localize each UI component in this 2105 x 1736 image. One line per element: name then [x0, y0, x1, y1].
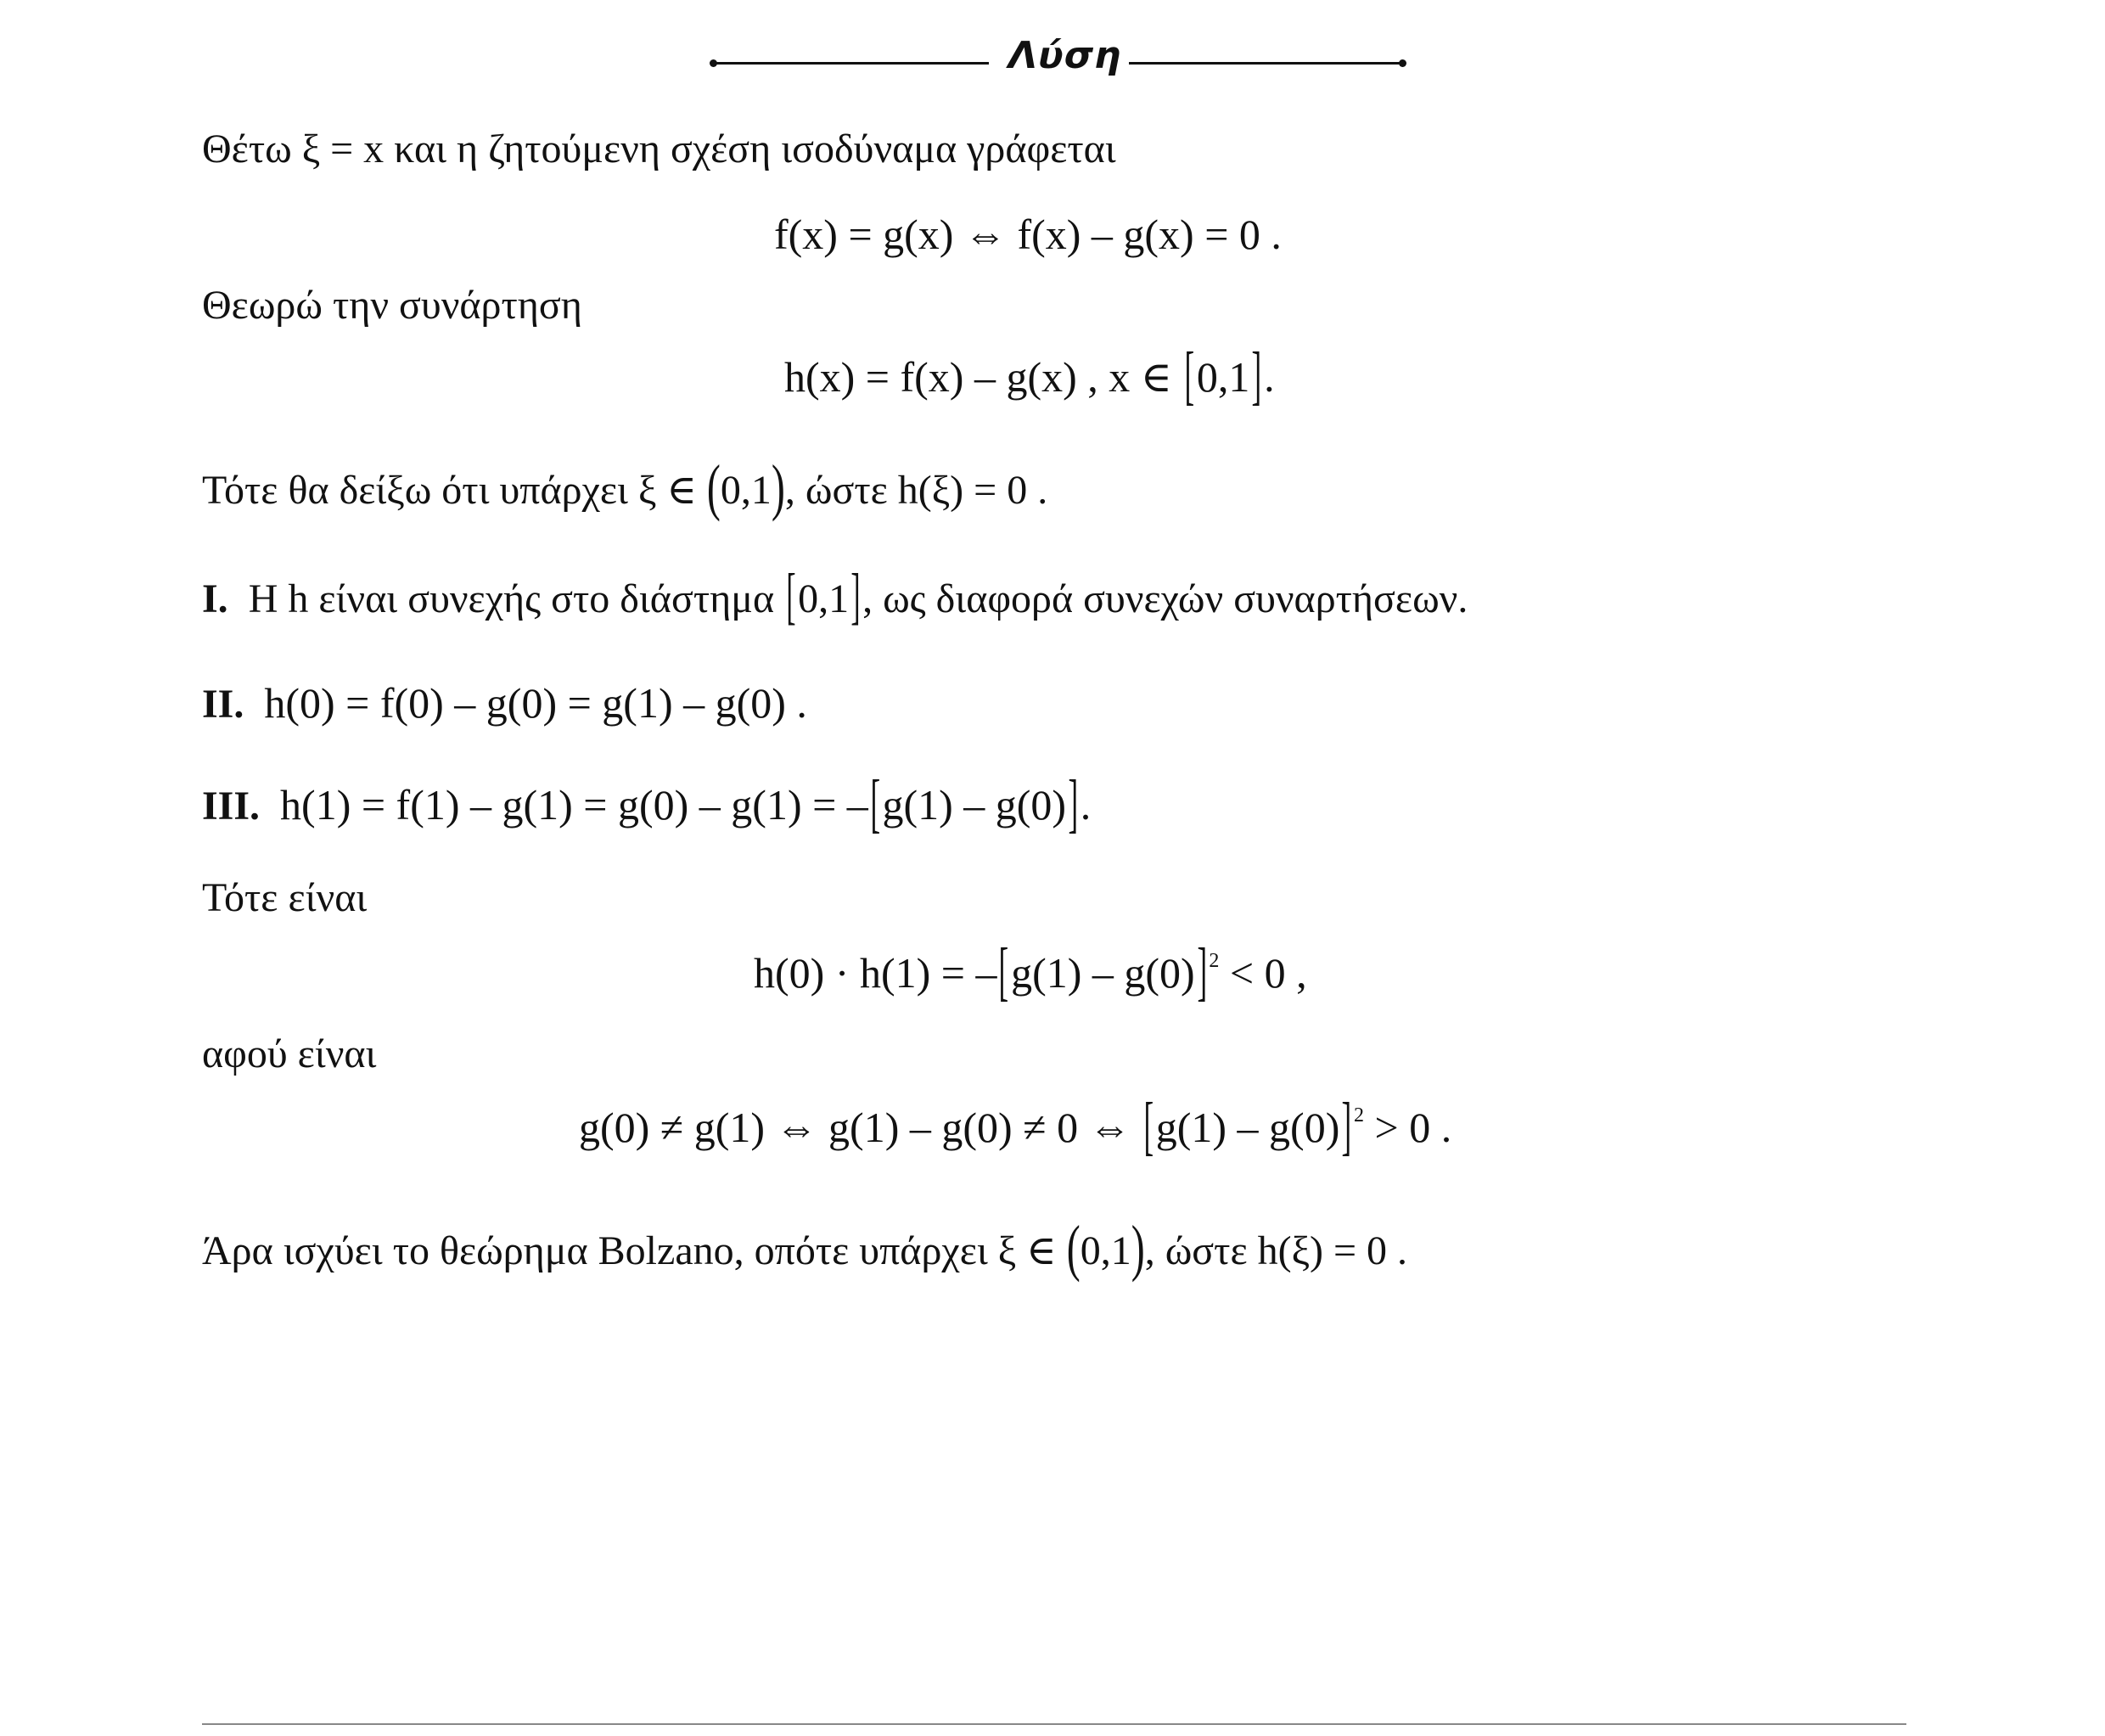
exponent: 2: [1209, 950, 1220, 972]
right-bracket: ]: [1251, 337, 1262, 412]
interval-closed: 0,1: [798, 576, 850, 621]
item-equation-end: .: [1080, 781, 1092, 829]
item-label: II.: [202, 682, 244, 727]
item-h1: [202, 765, 1092, 840]
paragraph-consider-function: Θεωρώ την συνάρτηση: [202, 283, 582, 328]
item-equation: h(0) = f(0) – g(0) = g(1) – g(0) .: [264, 679, 807, 727]
product-end: < 0 ,: [1219, 949, 1307, 997]
interval-open: 0,1: [1080, 1228, 1131, 1273]
item-continuity: [202, 561, 1468, 632]
left-bracket: [: [1143, 1087, 1154, 1162]
equation-end: .: [1264, 353, 1275, 401]
item-h0: [202, 677, 807, 730]
conclusion-text-end: , ώστε h(ξ) = 0 .: [1144, 1228, 1408, 1273]
product-text: h(0) · h(1) = –: [754, 949, 997, 997]
exponent: 2: [1354, 1104, 1365, 1126]
left-bracket: [: [786, 561, 796, 632]
paragraph-substitution: Θέτω ξ = x και η ζητούμενη σχέση ισοδύναμα γράφεται: [202, 126, 1116, 171]
left-paren: (: [706, 452, 721, 523]
title-rule-right: [1129, 62, 1402, 65]
equation-h-definition: [784, 337, 1275, 412]
item-label: I.: [202, 576, 228, 621]
paragraph-goal: [202, 452, 1048, 523]
paragraph-conclusion: [202, 1213, 1408, 1284]
left-paren: (: [1066, 1213, 1081, 1284]
inequality-text: g(0) ≠ g(1) ⇔ g(1) – g(0) ≠ 0 ⇔: [579, 1104, 1142, 1151]
left-bracket: [: [1184, 337, 1195, 412]
item-text-end: , ως διαφορά συνεχών συναρτήσεων.: [862, 576, 1468, 621]
equation-product: [754, 933, 1307, 1008]
item-label: III.: [202, 784, 261, 829]
interval-open: 0,1: [720, 468, 772, 513]
equation-equivalence: f(x) = g(x) ⇔ f(x) – g(x) = 0 .: [774, 211, 1282, 258]
goal-text: Τότε θα δείξω ότι υπάρχει ξ ∈: [202, 468, 707, 513]
right-paren: ): [1131, 1213, 1145, 1284]
solution-title: Λύση: [1008, 34, 1122, 77]
title-rule-right-dot: [1399, 59, 1406, 67]
equation-inequality: [579, 1087, 1452, 1162]
equation-h-text: h(x) = f(x) – g(x) , x ∈: [784, 353, 1183, 401]
inequality-end: > 0 .: [1364, 1104, 1452, 1151]
bracket-content: g(1) – g(0): [1155, 1104, 1340, 1151]
bottom-rule: [202, 1723, 1906, 1725]
conclusion-text: Άρα ισχύει το θεώρημα Bolzano, οπότε υπάρχει ξ ∈: [202, 1228, 1067, 1273]
goal-text-end: , ώστε h(ξ) = 0 .: [784, 468, 1048, 513]
right-bracket: ]: [1068, 765, 1079, 840]
right-bracket: ]: [1197, 933, 1207, 1008]
left-bracket: [: [998, 933, 1009, 1008]
item-equation: h(1) = f(1) – g(1) = g(0) – g(1) = –: [280, 781, 868, 829]
paragraph-then: Τότε είναι: [202, 875, 368, 920]
bracket-content: g(1) – g(0): [1011, 949, 1195, 997]
bracket-content: g(1) – g(0): [882, 781, 1067, 829]
left-bracket: [: [870, 765, 880, 840]
item-text: Η h είναι συνεχής στο διάστημα: [248, 576, 785, 621]
paragraph-since: αφού είναι: [202, 1031, 377, 1076]
right-paren: ): [771, 452, 785, 523]
interval-closed: 0,1: [1196, 353, 1250, 401]
right-bracket: ]: [1341, 1087, 1352, 1162]
right-bracket: ]: [850, 561, 861, 632]
title-rule-left: [713, 62, 989, 65]
